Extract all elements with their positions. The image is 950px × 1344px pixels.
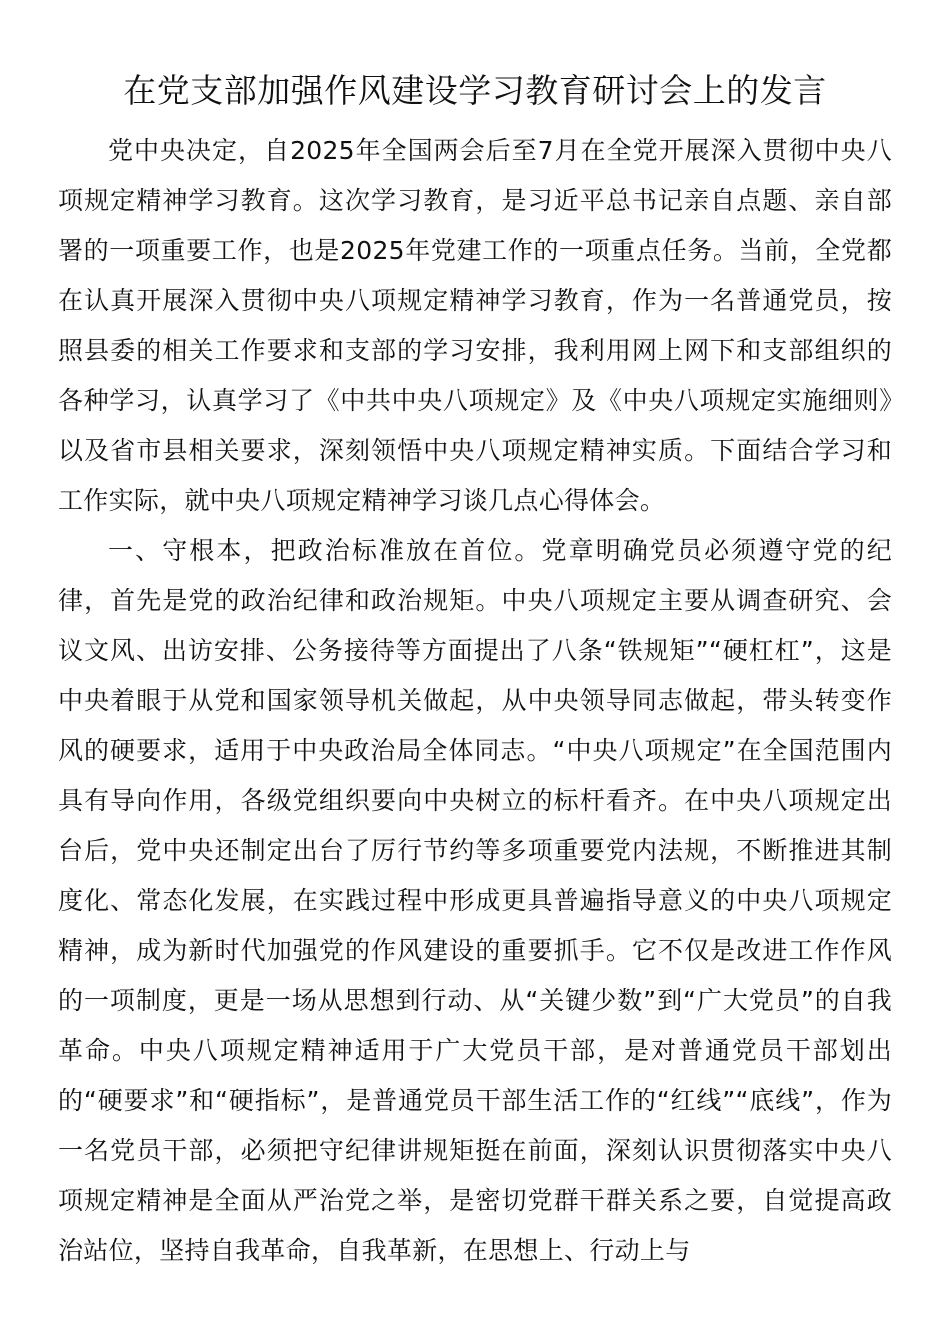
paragraph-section-one xyxy=(58,526,892,1276)
section-one-text: 党章明确党员必须遵守党的纪律，首先是党的政治纪律和政治规矩。中央八项规定主要从调查研究、会议文风、出访安排、公务接待等方面提出了八条“铁规矩”“硬杠杠”，这是中央着眼于从党和国家领导机关做起，从中央领导同志做起，带头转变作风的硬要求，适用于中央政治局全体同志。“中央八项规定”在全国范围内具有导向作用，各级党组织要向中央树立的标杆看齐。在中央八项规定出台后，党中央还制定出台了厉行节约等多项重要党内法规，不断推进其制度化、常态化发展，在实践过程中形成更具普遍指导意义的中央八项规定精神，成为新时代加强党的作风建设的重要抓手。它不仅是改进工作作风的一项制度，更是一场从思想到行动、从“关键少数”到“广大党员”的自我革命。中央八项规定精神适用于广大党员干部，是对普通党员干部划出的“硬要求”和“硬指标”，是普通党员干部生活工作的“红线”“底线”，作为一名党员干部，必须把守纪律讲规矩挺在前面，深刻认识贯彻落实中央八项规定精神是全面从严治党之举，是密切党群干群关系之要，自觉提高政治站位，坚持自我革命，自我革新，在思想上、行动上与 xyxy=(58,536,892,1265)
section-one-heading: 一、守根本，把政治标准放在首位。 xyxy=(108,536,542,565)
paragraph-intro-text: 党中央决定，自2025年全国两会后至7月在全党开展深入贯彻中央八项规定精神学习教育。这次学习教育，是习近平总书记亲自点题、亲自部署的一项重要工作，也是2025年党建工作的一项重点任务。当前，全党都在认真开展深入贯彻中央八项规定精神学习教育，作为一名普通党员，按照县委的相关工作要求和支部的学习安排，我利用网上网下和支部组织的各种学习，认真学习了《中共中央八项规定》及《中央八项规定实施细则》以及省市县相关要求，深刻领悟中央八项规定精神实质。下面结合学习和工作实际，就中央八项规定精神学习谈几点心得体会。 xyxy=(58,136,892,515)
document-title: 在党支部加强作风建设学习教育研讨会上的发言 xyxy=(123,71,827,110)
paragraph-intro xyxy=(58,126,892,526)
